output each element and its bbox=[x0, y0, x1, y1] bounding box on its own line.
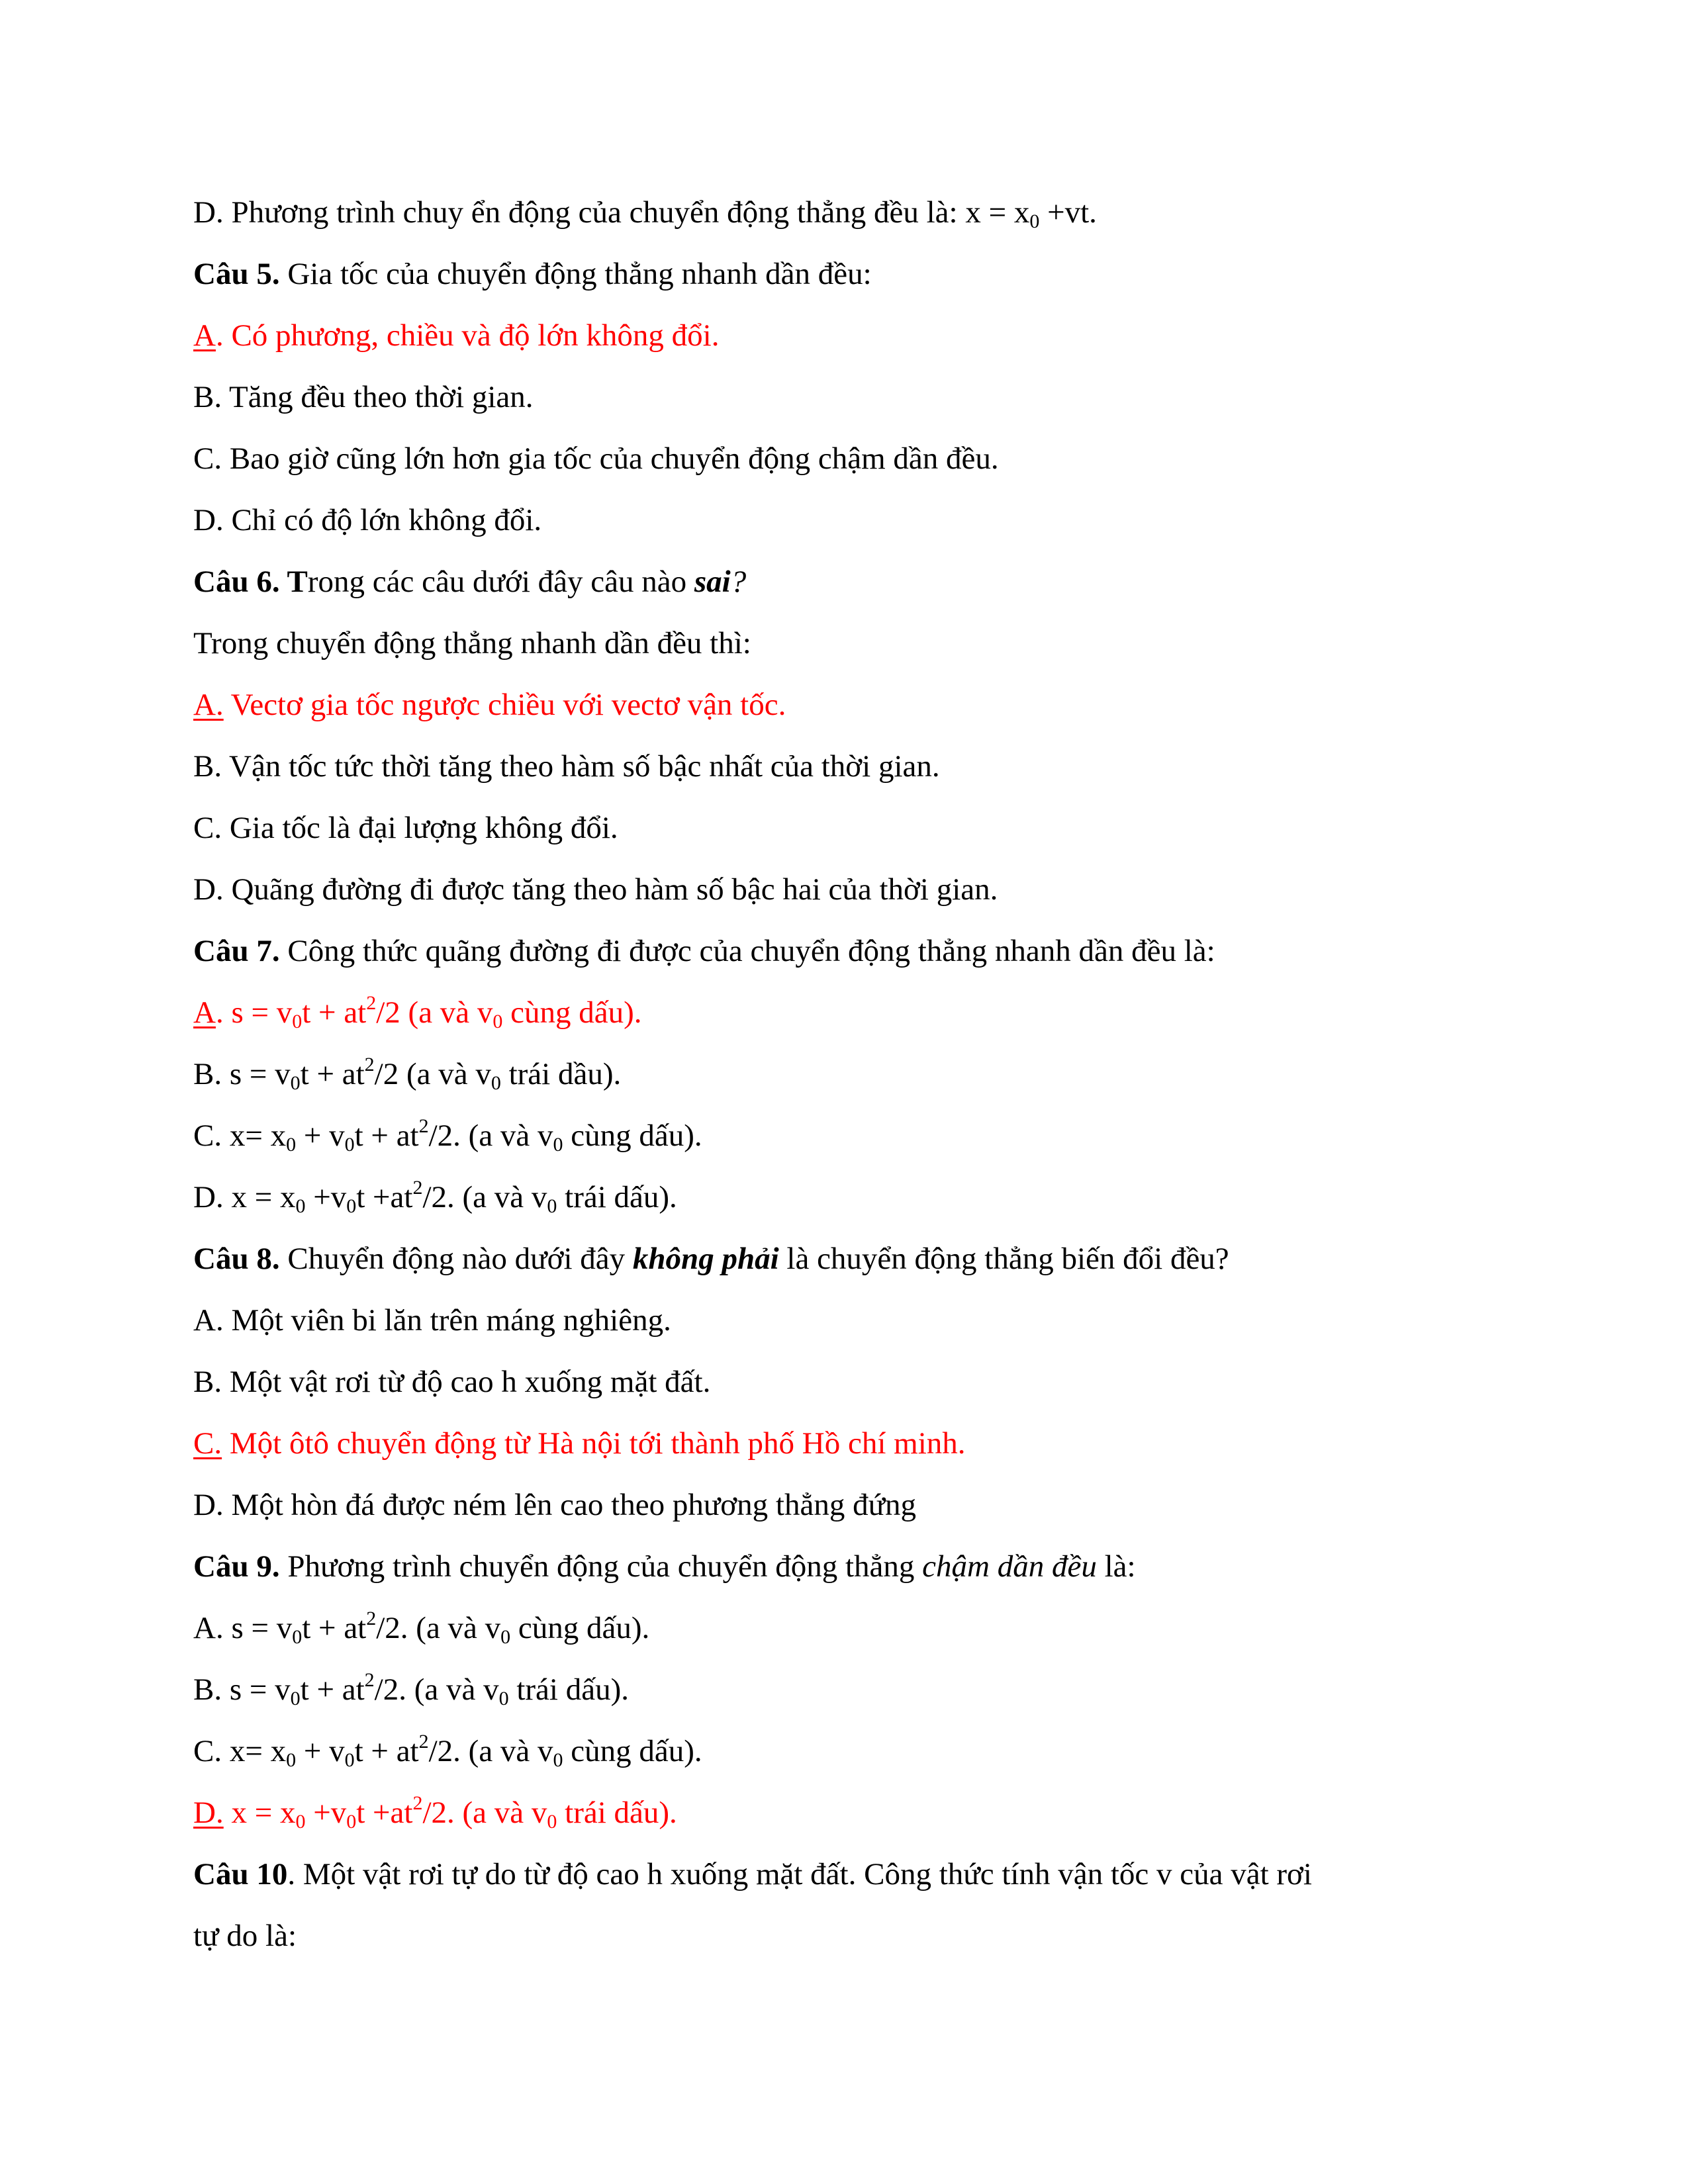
option-b: B. Một vật rơi từ độ cao h xuống mặt đất. bbox=[193, 1365, 711, 1399]
option-c: C. Gia tốc là đại lượng không đổi. bbox=[193, 811, 618, 845]
answer-option-correct: A. Có phương, chiều và độ lớn không đổi. bbox=[193, 318, 720, 353]
option-b: B. Vận tốc tức thời tăng theo hàm số bậc nhất của thời gian. bbox=[193, 749, 940, 784]
option-d: D. $x = x_0 +v_0t +at^2/2$. (a và $v_0$ trái dấu). bbox=[193, 1177, 677, 1217]
option-d: D. Chỉ có độ lớn không đổi. bbox=[193, 503, 542, 537]
emphasis: chậm dần đều bbox=[922, 1549, 1097, 1584]
option-a: A. $s = v_0t + at^2/2$. (a và $v_0$ cùng dấu). bbox=[193, 1608, 650, 1648]
option-b: B. $s = v_0t + at^2/2$. (a và $v_0$ trái dấu). bbox=[193, 1669, 629, 1709]
question-5: Câu 5. Gia tốc của chuyển động thẳng nhanh dần đều: bbox=[193, 257, 872, 291]
question-number: Câu 5. bbox=[193, 257, 280, 291]
option-line: D. Phương trình chuy ển động của chuyển động thẳng đều là: $x = x_0 +vt$. bbox=[193, 195, 1097, 232]
question-10: Câu 10. Một vật rơi tự do từ độ cao h xuống mặt đất. Công thức tính vận tốc v của vật rơi bbox=[193, 1857, 1312, 1891]
question-7: Câu 7. Công thức quãng đường đi được của chuyển động thẳng nhanh dần đều là: bbox=[193, 934, 1215, 968]
option-b: B. Tăng đều theo thời gian. bbox=[193, 380, 534, 414]
option-a: A. Một viên bi lăn trên máng nghiêng. bbox=[193, 1303, 671, 1338]
answer-option-correct: C. Một ôtô chuyển động từ Hà nội tới thành phố Hồ chí minh. bbox=[193, 1426, 966, 1461]
question-9: Câu 9. Phương trình chuyển động của chuyển động thẳng chậm dần đều là: bbox=[193, 1549, 1136, 1584]
question-8: Câu 8. Chuyển động nào dưới đây không phải là chuyển động thẳng biến đổi đều? bbox=[193, 1242, 1229, 1276]
emphasis: sai bbox=[694, 565, 731, 599]
answer-option-correct: A. $s = v_0t + at^2/2$ (a và $v_0$ cùng dấu). bbox=[193, 992, 642, 1032]
answer-option-correct: A. Vectơ gia tốc ngược chiều với vectơ vận tốc. bbox=[193, 688, 786, 722]
option-c: C. Bao giờ cũng lớn hơn gia tốc của chuyển động chậm dần đều. bbox=[193, 441, 999, 476]
option-c: C. $x= x_0 + v_0t + at^2/2$. (a và $v_0$ cùng dấu). bbox=[193, 1731, 702, 1771]
question-stem: Trong chuyển động thẳng nhanh dần đều thì: bbox=[193, 626, 751, 660]
question-number: Câu 9. bbox=[193, 1549, 280, 1584]
option-c: C. $x= x_0 + v_0t + at^2/2$. (a và $v_0$ cùng dấu). bbox=[193, 1115, 702, 1156]
question-number: Câu 7. bbox=[193, 934, 280, 968]
emphasis: không phải bbox=[632, 1242, 779, 1276]
question-stem: tự do là: bbox=[193, 1919, 297, 1953]
question-6: Câu 6. Trong các câu dưới đây câu nào sai? bbox=[193, 565, 747, 599]
option-b: B. $s = v_0t + at^2/2$ (a và $v_0$ trái dầu). bbox=[193, 1054, 622, 1094]
answer-option-correct: D. $x = x_0 +v_0t +at^2/2$. (a và $v_0$ trái dấu). bbox=[193, 1792, 677, 1833]
question-number: Câu 6. T bbox=[193, 565, 308, 599]
option-d: D. Một hòn đá được ném lên cao theo phương thẳng đứng bbox=[193, 1488, 917, 1522]
question-number: Câu 10 bbox=[193, 1857, 288, 1891]
question-number: Câu 8. bbox=[193, 1242, 280, 1276]
option-d: D. Quãng đường đi được tăng theo hàm số bậc hai của thời gian. bbox=[193, 872, 998, 907]
